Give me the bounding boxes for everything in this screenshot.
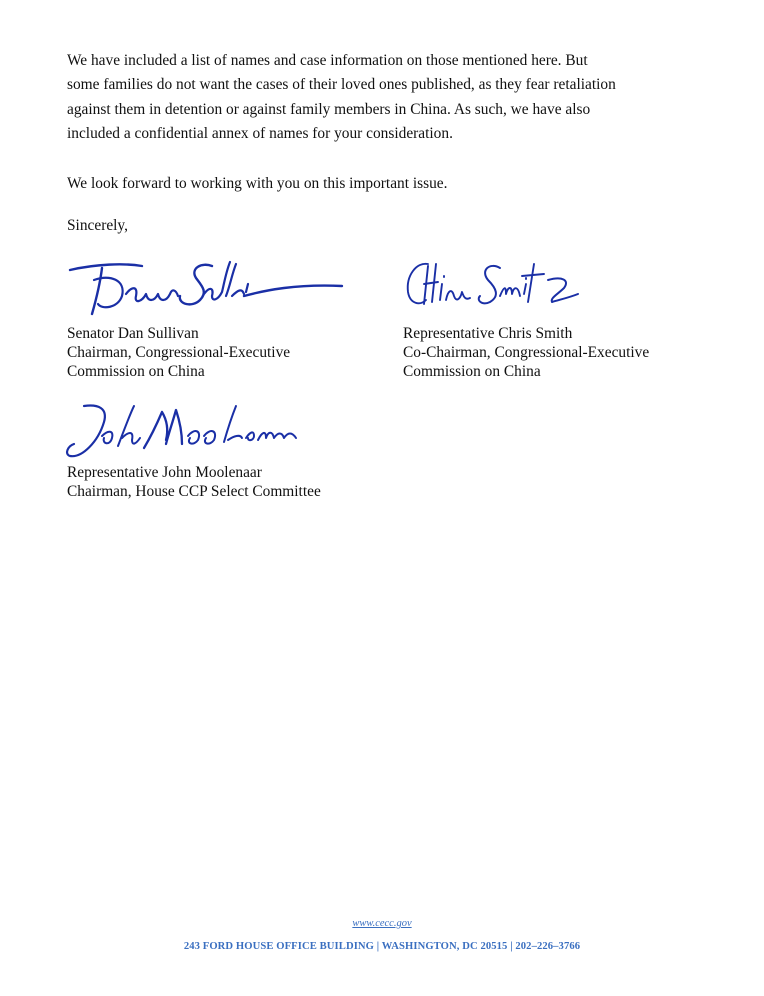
signatory-title: Chairman, House CCP Select Committee xyxy=(67,482,321,500)
signatory-name: Representative John Moolenaar xyxy=(67,464,262,481)
paragraph-line: included a confidential annex of names for your consideration. xyxy=(67,124,453,142)
signatory-name: Senator Dan Sullivan xyxy=(67,325,199,342)
signatory-title: Chairman, Congressional-Executive xyxy=(67,343,291,361)
paragraph-line: some families do not want the cases of their loved ones published, as they fear retaliation xyxy=(67,76,616,94)
signatory-title: Co-Chairman, Congressional-Executive xyxy=(403,343,650,361)
paragraph-line: against them in detention or against family members in China. As such, we have also xyxy=(67,100,591,118)
signature-chris-smith xyxy=(402,256,582,316)
signature-block-smith xyxy=(403,325,649,381)
signature-block-sullivan xyxy=(67,325,290,381)
body-paragraph-closing-statement: We look forward to working with you on this important issue. xyxy=(67,175,448,192)
footer-website-link[interactable]: www.cecc.gov xyxy=(352,918,412,929)
signatory-name: Representative Chris Smith xyxy=(403,325,573,342)
signature-dan-sullivan xyxy=(66,256,346,324)
signatory-title: Commission on China xyxy=(403,362,541,380)
body-paragraph-annex xyxy=(67,49,707,146)
signature-john-moolenaar xyxy=(64,400,304,466)
closing-salutation: Sincerely, xyxy=(67,217,128,234)
signature-block-moolenaar xyxy=(67,464,321,502)
footer-address: 243 FORD HOUSE OFFICE BUILDING | WASHINGTON, DC 20515 | 202–226–3766 xyxy=(183,941,581,952)
signatory-title: Commission on China xyxy=(67,362,205,380)
paragraph-line: We have included a list of names and case information on those mentioned here. But xyxy=(67,52,588,69)
